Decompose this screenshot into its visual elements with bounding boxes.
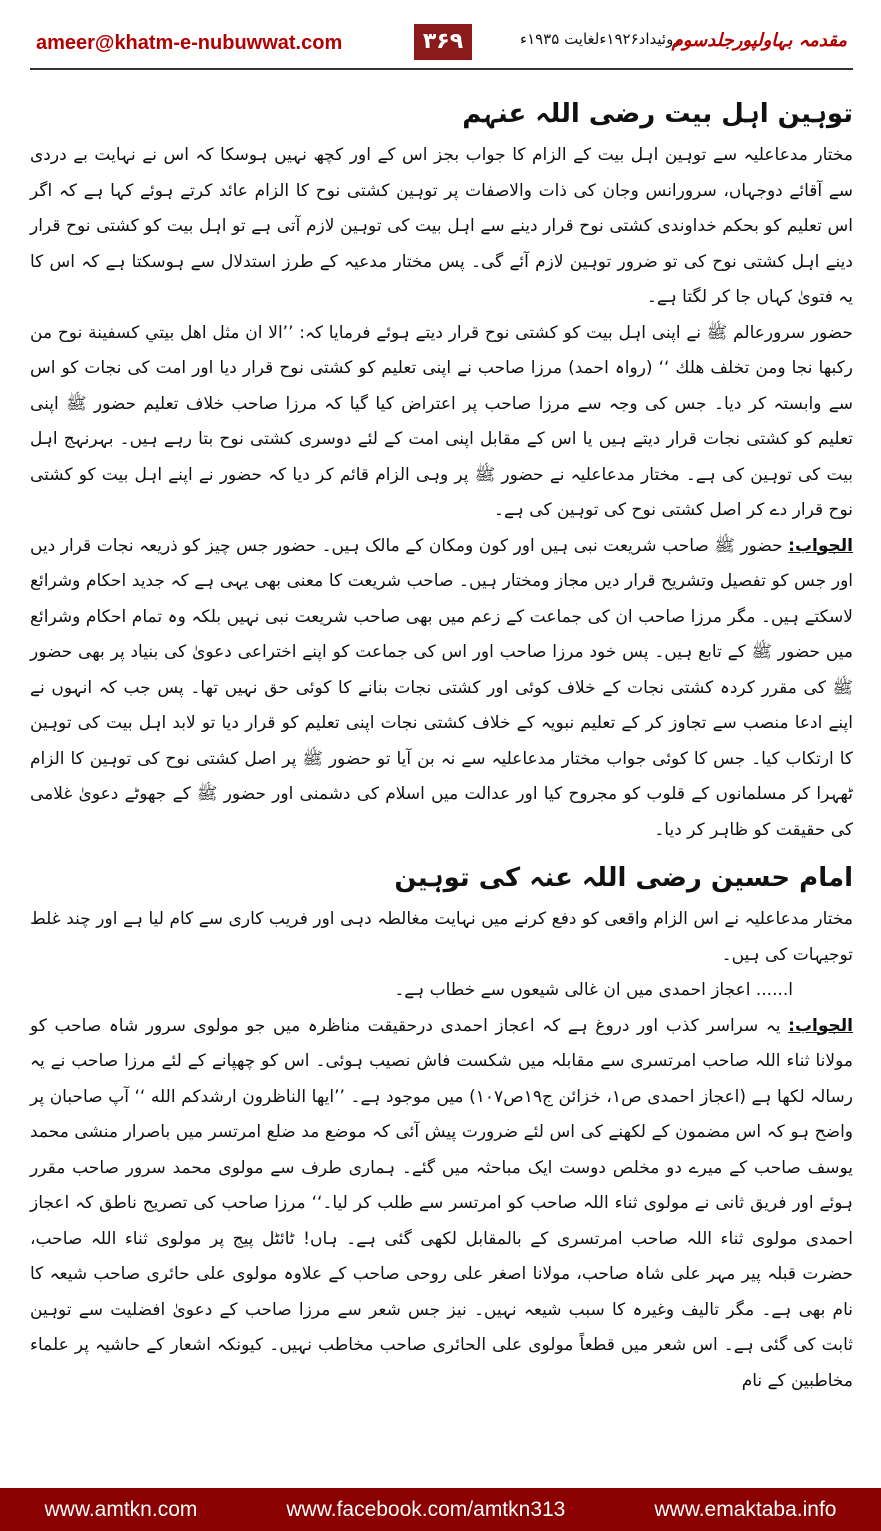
list-item: ا...... اعجاز احمدی میں ان غالی شیعوں سے خطاب ہے۔ <box>394 980 793 1000</box>
header-subtitle: روئیداد۱۹۲۶ءلغایت ۱۹۳۵ء <box>520 30 681 48</box>
section-heading: امام حسین رضی اللہ عنہ کی توہین <box>394 863 853 893</box>
answer-label: الجواب: <box>788 535 853 556</box>
header-divider <box>30 68 853 70</box>
footer-bar <box>0 1488 881 1531</box>
answer-paragraph <box>30 529 853 849</box>
page-body <box>30 84 853 1399</box>
answer-paragraph <box>30 1009 853 1400</box>
answer-label: الجواب: <box>788 1015 853 1036</box>
page-header <box>0 0 881 66</box>
page-number: ۳۶۹ <box>414 24 472 60</box>
header-email-link[interactable]: ameer@khatm-e-nubuwwat.com <box>36 32 343 54</box>
book-title: مقدمہ بہاولپورجلدسوم <box>671 30 847 51</box>
body-paragraph: مختار مدعاعلیہ سے توہین اہل بیت کے الزام کا جواب بجز اس کے اور کچھ نہیں ہوسکا کہ اس نے نہایت بے دردی سے آقائے دوجہاں، سرورانس وجان کی ذات والاصفات پر توہین کشتی نوح کا الزام عائد کرتے ہوئے کہا ہے کہ اگر اس تعلیم کو بحکم خداوندی کشتی نوح قرار دینے سے اہل بیت کی توہین لازم آتی ہے تو اہل بیت کو کشتی نوح قرار دینے اہل کشتی نوح کی تو ضرور توہین لازم آئے گی۔ پس مختار مدعیہ کے طرز استدلال سے ہوسکتا ہے کہ اس کا یہ فتویٰ کہاں جا کر لگتا ہے۔ <box>30 145 853 307</box>
footer-link-emaktaba[interactable]: www.emaktaba.info <box>654 1497 837 1521</box>
section-heading: توہین اہل بیت رضی اللہ عنہم <box>462 99 853 129</box>
answer-text: حضور ﷺ صاحب شریعت نبی ہیں اور کون ومکان کے مالک ہیں۔ حضور جس چیز کو ذریعہ نجات قرار دیں اور جس کو تفصیل وتشریح قرار دیں مجاز ومختار ہیں۔ صاحب شریعت کا معنی بھی یہی ہے کہ جدید احکام وشرائع لاسکتے ہیں۔ مگر مرزا صاحب ان کی جماعت کے زعم میں بھی صاحب شریعت نبی نہیں بلکہ وہ تمام احکام وشرائع میں حضور ﷺ کے تابع ہیں۔ پس خود مرزا صاحب اور اس کی جماعت کو اپنے اختراعی دعویٰ کی بنیاد پر بھی حضور ﷺ کی مقرر کردہ کشتی نجات کے خلاف کوئی اور کشتی نجات بنانے کا کوئی حق نہیں تھا۔ پس جب کہ انہوں نے اپنے ادعا منصب سے تجاوز کر کے تعلیم نبویہ کے خلاف کشتی نجات اپنی تعلیم کو قرار دیا تو لابد اہل بیت کی توہین کا ارتکاب کیا۔ جس کا کوئی جواب مختار مدعاعلیہ سے نہ بن آیا تو حضور ﷺ پر اصل کشتی نوح کی توہین کا الزام ٹھہرا کر مسلمانوں کے قلوب کو مجروح کیا اور عدالت میں اسلام کی دشمنی اور حضور ﷺ کے جھوٹے دعویٰ غلامی کی حقیقت کو ظاہر کر دیا۔ <box>30 535 853 840</box>
body-paragraph: حضور سرورعالم ﷺ نے اپنی اہل بیت کو کشتی نوح قرار دیتے ہوئے فرمایا کہ: ’’الا ان مثل اهل بيتي كسفينة نوح من ركبها نجا ومن تخلف هلك ‘‘ (رواہ احمد) مرزا صاحب نے اپنی تعلیم کو کشتی نوح قرار دیا اور امت کی نجات کو اس سے وابستہ کر دیا۔ جس کی وجہ سے مرزا صاحب پر اعتراض کیا گیا کہ مرزا صاحب خلاف تعلیم حضور ﷺ اپنی تعلیم کو کشتی نجات قرار دیتے ہیں یا اس کے مقابل اپنی امت کے لئے دوسری کشتی نوح بتا رہے ہیں۔ بہرنہج اہل بیت کی توہین کی ہے۔ مختار مدعاعلیہ نے حضور ﷺ پر وہی الزام قائم کر دیا کہ حضور نے اپنے اہل بیت کو کشتی نوح قرار دے کر اصل کشتی نوح کی توہین کی ہے۔ <box>30 322 853 520</box>
footer-link-facebook[interactable]: www.facebook.com/amtkn313 <box>286 1497 566 1521</box>
answer-text: یہ سراسر کذب اور دروغ ہے کہ اعجاز احمدی درحقیقت مناظرہ میں جو مولوی سرور شاہ صاحب کو مولانا ثناء اللہ صاحب امرتسری سے مقابلہ میں شکست فاش نصیب ہوئی۔ اس کو چھپانے کے لئے مرزا صاحب نے یہ رسالہ لکھا ہے (اعجاز احمدی ص۱، خزائن ج۱۹ص۱۰۷) میں موجود ہے۔ ’’ایها الناظرون ارشدکم الله ‘‘ آپ صاحبان پر واضح ہو کہ اس مضمون کے لکھنے کی اس لئے ضرورت پیش آئی کہ موضع مد ضلع امرتسر میں باصرار منشی محمد یوسف صاحب کے میرے دو مخلص دوست ایک مباحثہ میں گئے۔ ہماری طرف سے مولوی محمد سرور صاحب مقرر ہوئے اور فریق ثانی نے مولوی ثناء اللہ صاحب کو امرتسر سے طلب کر لیا۔‘‘ مرزا صاحب کی تصریح ناطق کہ اعجاز احمدی مولوی ثناء اللہ صاحب امرتسری کے بالمقابل لکھی گئی ہے۔ ہاں! ٹائٹل پیج پر مولوی ثناء اللہ صاحب، حضرت قبلہ پیر مہر علی شاہ صاحب، مولانا اصغر علی روحی صاحب کے علاوہ مولوی علی حائری صاحب شیعہ کا نام بھی ہے۔ مگر تالیف وغیرہ کا سبب شیعہ نہیں۔ نیز جس شعر سے مرزا صاحب کے دعویٰ افضلیت سے توہین ثابت کی گئی ہے۔ اس شعر میں قطعاً مولوی علی الحائری صاحب مخاطب نہیں۔ کیونکہ اشعار کے حاشیہ پر علماء مخاطبین کے نام <box>30 1015 853 1391</box>
body-paragraph: مختار مدعاعلیہ نے اس الزام واقعی کو دفع کرنے میں نہایت مغالطہ دہی اور فریب کاری سے کام لیا ہے اور چند غلط توجیہات کی ہیں۔ <box>30 909 853 965</box>
footer-link-amtkn[interactable]: www.amtkn.com <box>44 1497 198 1521</box>
